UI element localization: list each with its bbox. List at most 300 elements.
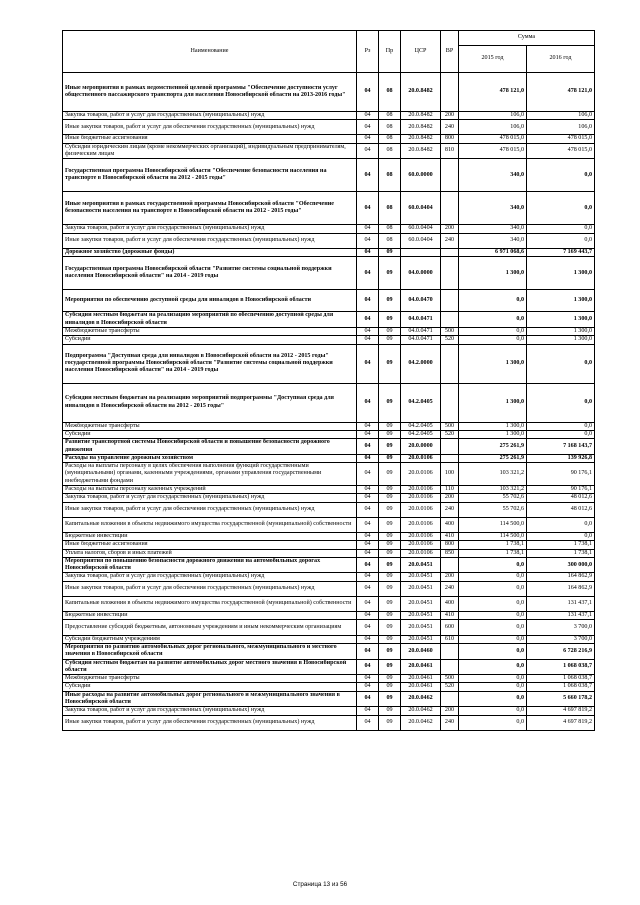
- table-row: [63, 290, 595, 312]
- row-rz: 04: [357, 312, 379, 328]
- row-sum-2015: 0,0: [459, 675, 527, 683]
- row-rz: 04: [357, 486, 379, 494]
- row-vr: [441, 439, 459, 455]
- row-pr: 09: [379, 635, 401, 643]
- row-pr: 09: [379, 312, 401, 328]
- row-csr: 20.0.0106: [401, 454, 441, 462]
- row-sum-2016: 1 068 038,7: [527, 659, 595, 675]
- row-sum-2016: 90 176,1: [527, 463, 595, 486]
- row-sum-2016: 478 121,0: [527, 73, 595, 112]
- row-csr: 20.0.0462: [401, 707, 441, 715]
- row-vr: [441, 454, 459, 462]
- row-sum-2016: 3 700,0: [527, 620, 595, 635]
- row-sum-2016: 4 697 819,2: [527, 715, 595, 730]
- row-csr: 20.0.0106: [401, 502, 441, 517]
- table-row: [63, 248, 595, 256]
- row-sum-2016: 300 000,0: [527, 557, 595, 573]
- row-vr: 810: [441, 143, 459, 159]
- row-pr: 09: [379, 612, 401, 620]
- row-rz: 04: [357, 643, 379, 659]
- row-sum-2015: 340,0: [459, 192, 527, 225]
- row-sum-2016: 1 300,0: [527, 328, 595, 336]
- row-vr: 240: [441, 581, 459, 596]
- row-sum-2015: 275 261,9: [459, 439, 527, 455]
- table-row: [63, 383, 595, 422]
- row-pr: 09: [379, 683, 401, 691]
- row-name: Субсидии местным бюджетам на реализацию мероприятий подпрограммы "Доступная среда для инвалидов в Новосибирской области на 2012 - 2015 годы": [63, 383, 357, 422]
- row-sum-2016: 1 300,0: [527, 257, 595, 290]
- row-rz: 04: [357, 675, 379, 683]
- row-sum-2015: 478 015,0: [459, 143, 527, 159]
- row-csr: 20.0.0462: [401, 691, 441, 707]
- row-vr: 200: [441, 573, 459, 581]
- row-pr: 09: [379, 502, 401, 517]
- row-sum-2015: 478 015,0: [459, 135, 527, 143]
- table-row: [63, 135, 595, 143]
- row-sum-2015: 0,0: [459, 312, 527, 328]
- row-name: Дорожное хозяйство (дорожные фонды): [63, 248, 357, 256]
- row-name: Иные закупки товаров, работ и услуг для обеспечения государственных (муниципальных) нужд: [63, 715, 357, 730]
- row-sum-2016: 164 862,9: [527, 581, 595, 596]
- row-sum-2016: 1 300,0: [527, 336, 595, 344]
- row-name: Предоставление субсидий бюджетным, автономным учреждениям и иным некоммерческим организациям: [63, 620, 357, 635]
- table-row: [63, 73, 595, 112]
- row-vr: 200: [441, 112, 459, 120]
- row-name: Иные закупки товаров, работ и услуг для обеспечения государственных (муниципальных) нужд: [63, 120, 357, 135]
- row-csr: 04.0.0471: [401, 312, 441, 328]
- row-rz: 04: [357, 225, 379, 233]
- row-pr: 08: [379, 225, 401, 233]
- row-rz: 04: [357, 715, 379, 730]
- row-name: Иные закупки товаров, работ и услуг для обеспечения государственных (муниципальных) нужд: [63, 581, 357, 596]
- row-sum-2015: 0,0: [459, 581, 527, 596]
- row-rz: 04: [357, 336, 379, 344]
- row-name: Иные бюджетные ассигнования: [63, 135, 357, 143]
- table-row: [63, 312, 595, 328]
- row-vr: 520: [441, 683, 459, 691]
- row-sum-2015: 0,0: [459, 557, 527, 573]
- row-name: Государственная программа Новосибирской области "Развитие системы социальной поддержки населения Новосибирской области" на 2014 - 2019 годы: [63, 257, 357, 290]
- row-csr: 20.0.0461: [401, 659, 441, 675]
- table-row: [63, 532, 595, 540]
- row-csr: 20.0.0451: [401, 635, 441, 643]
- row-csr: 20.0.0451: [401, 581, 441, 596]
- row-csr: 20.0.0451: [401, 573, 441, 581]
- row-name: Межбюджетные трансферты: [63, 422, 357, 430]
- row-name: Бюджетные инвестиции: [63, 532, 357, 540]
- header-pr: Пр: [379, 31, 401, 73]
- row-rz: 04: [357, 439, 379, 455]
- row-rz: 04: [357, 430, 379, 438]
- row-sum-2015: 0,0: [459, 691, 527, 707]
- row-name: Подпрограмма "Доступная среда для инвалидов в Новосибирской области на 2012 - 2015 годы" государственной программы Новосибирской области "Развитие системы социальной поддержки населения Новосибирской области" на 2014 - 2019 годы: [63, 344, 357, 383]
- row-name: Субсидии местным бюджетам на реализацию мероприятий по обеспечению доступной среды для инвалидов в Новосибирской области: [63, 312, 357, 328]
- table-row: [63, 549, 595, 557]
- row-vr: 520: [441, 430, 459, 438]
- row-sum-2016: 48 012,6: [527, 502, 595, 517]
- row-rz: 04: [357, 257, 379, 290]
- row-name: Государственная программа Новосибирской области "Обеспечение безопасности населения на транспорте в Новосибирской области на 2012 - 2015 годы": [63, 159, 357, 192]
- row-pr: 09: [379, 494, 401, 502]
- row-sum-2015: 55 702,6: [459, 494, 527, 502]
- row-vr: [441, 312, 459, 328]
- row-csr: 20.0.0451: [401, 620, 441, 635]
- table-row: [63, 715, 595, 730]
- table-row: [63, 596, 595, 611]
- row-name: Мероприятия по обеспечению доступной среды для инвалидов в Новосибирской области: [63, 290, 357, 312]
- table-row: [63, 143, 595, 159]
- row-pr: 09: [379, 463, 401, 486]
- row-csr: 20.0.0106: [401, 549, 441, 557]
- row-name: Закупка товаров, работ и услуг для государственных (муниципальных) нужд: [63, 112, 357, 120]
- row-csr: 04.2.0000: [401, 344, 441, 383]
- row-sum-2015: 103 321,2: [459, 463, 527, 486]
- row-rz: 04: [357, 620, 379, 635]
- row-pr: 08: [379, 135, 401, 143]
- row-rz: 04: [357, 135, 379, 143]
- row-sum-2015: 0,0: [459, 715, 527, 730]
- row-pr: 09: [379, 675, 401, 683]
- row-sum-2015: 0,0: [459, 683, 527, 691]
- row-csr: 04.0.0000: [401, 257, 441, 290]
- row-rz: 04: [357, 573, 379, 581]
- row-pr: 08: [379, 73, 401, 112]
- budget-document: [62, 30, 594, 731]
- row-rz: 04: [357, 683, 379, 691]
- row-rz: 04: [357, 502, 379, 517]
- row-csr: 20.0.0451: [401, 612, 441, 620]
- row-vr: 110: [441, 486, 459, 494]
- table-row: [63, 635, 595, 643]
- row-sum-2015: 0,0: [459, 596, 527, 611]
- row-name: Иные мероприятия в рамках ведомственной целевой программы "Обеспечение доступности услуг общественного пассажирского транспорта для населения Новосибирской области на 2013-2016 годы": [63, 73, 357, 112]
- row-vr: 520: [441, 336, 459, 344]
- row-csr: 60.0.0404: [401, 233, 441, 248]
- row-sum-2016: 106,0: [527, 112, 595, 120]
- row-csr: 04.0.0471: [401, 336, 441, 344]
- table-row: [63, 328, 595, 336]
- row-vr: 410: [441, 532, 459, 540]
- table-row: [63, 683, 595, 691]
- row-vr: [441, 248, 459, 256]
- row-vr: [441, 73, 459, 112]
- row-sum-2015: 103 321,2: [459, 486, 527, 494]
- row-name: Иные расходы на развитие автомобильных дорог регионального и межмуниципального значения в Новосибирской области: [63, 691, 357, 707]
- row-sum-2016: 4 697 819,2: [527, 707, 595, 715]
- row-rz: 04: [357, 233, 379, 248]
- row-pr: 08: [379, 112, 401, 120]
- table-row: [63, 463, 595, 486]
- table-row: [63, 659, 595, 675]
- header-name: Наименование: [63, 31, 357, 73]
- row-sum-2015: 0,0: [459, 612, 527, 620]
- table-row: [63, 573, 595, 581]
- row-csr: 20.0.0460: [401, 643, 441, 659]
- row-sum-2016: 1 068 038,7: [527, 675, 595, 683]
- row-sum-2015: 0,0: [459, 290, 527, 312]
- row-sum-2015: 106,0: [459, 120, 527, 135]
- row-vr: [441, 557, 459, 573]
- row-sum-2015: 275 261,9: [459, 454, 527, 462]
- row-pr: 09: [379, 344, 401, 383]
- row-name: Иные закупки товаров, работ и услуг для обеспечения государственных (муниципальных) нужд: [63, 233, 357, 248]
- row-pr: 09: [379, 620, 401, 635]
- header-vr: ВР: [441, 31, 459, 73]
- row-pr: 09: [379, 454, 401, 462]
- row-vr: 410: [441, 612, 459, 620]
- row-pr: 09: [379, 336, 401, 344]
- table-row: [63, 112, 595, 120]
- row-pr: 09: [379, 439, 401, 455]
- row-vr: 200: [441, 494, 459, 502]
- row-name: Закупка товаров, работ и услуг для государственных (муниципальных) нужд: [63, 573, 357, 581]
- row-name: Закупка товаров, работ и услуг для государственных (муниципальных) нужд: [63, 494, 357, 502]
- row-sum-2016: 90 176,1: [527, 486, 595, 494]
- row-sum-2016: 7 168 143,7: [527, 439, 595, 455]
- header-sum: Сумма: [459, 31, 595, 46]
- table-row: [63, 517, 595, 532]
- table-row: [63, 344, 595, 383]
- row-name: Расходы на выплаты персоналу казенных учреждений: [63, 486, 357, 494]
- row-sum-2016: 131 437,1: [527, 596, 595, 611]
- row-pr: 09: [379, 290, 401, 312]
- row-pr: 09: [379, 549, 401, 557]
- row-vr: 500: [441, 328, 459, 336]
- row-name: Мероприятия по развитию автомобильных дорог регионального, межмуниципального и местного значения в Новосибирской области: [63, 643, 357, 659]
- row-sum-2016: 0,0: [527, 344, 595, 383]
- table-row: [63, 454, 595, 462]
- row-pr: 09: [379, 517, 401, 532]
- row-sum-2015: 1 300,0: [459, 430, 527, 438]
- row-rz: 04: [357, 557, 379, 573]
- row-vr: 800: [441, 541, 459, 549]
- row-pr: 09: [379, 430, 401, 438]
- row-pr: 09: [379, 328, 401, 336]
- row-csr: 20.0.0000: [401, 439, 441, 455]
- row-rz: 04: [357, 532, 379, 540]
- row-sum-2015: 340,0: [459, 233, 527, 248]
- table-row: [63, 439, 595, 455]
- row-rz: 04: [357, 344, 379, 383]
- row-sum-2016: 0,0: [527, 517, 595, 532]
- row-csr: 20.0.8482: [401, 73, 441, 112]
- row-csr: 20.0.0106: [401, 517, 441, 532]
- row-rz: 04: [357, 112, 379, 120]
- row-name: Субсидии юридическим лицам (кроме некоммерческих организаций), индивидуальным предпринимателям, физическим лицам: [63, 143, 357, 159]
- row-sum-2016: 139 926,8: [527, 454, 595, 462]
- row-vr: [441, 290, 459, 312]
- row-csr: 60.0.0404: [401, 225, 441, 233]
- row-csr: 04.0.0471: [401, 328, 441, 336]
- header-csr: ЦСР: [401, 31, 441, 73]
- table-row: [63, 486, 595, 494]
- row-sum-2015: 1 300,0: [459, 422, 527, 430]
- row-sum-2015: 55 702,6: [459, 502, 527, 517]
- row-name: Субсидии: [63, 683, 357, 691]
- row-vr: 500: [441, 422, 459, 430]
- row-sum-2016: 1 738,1: [527, 549, 595, 557]
- row-name: Мероприятия по повышению безопасности дорожного движения на автомобильных дорогах Новосибирской области: [63, 557, 357, 573]
- row-name: Иные мероприятия в рамках государственной программы Новосибирской области "Обеспечение безопасности населения на транспорте в Новосибирской области на 2012 - 2015 годы": [63, 192, 357, 225]
- row-pr: 09: [379, 643, 401, 659]
- row-csr: 20.0.0106: [401, 532, 441, 540]
- row-pr: 09: [379, 581, 401, 596]
- row-pr: 09: [379, 248, 401, 256]
- row-sum-2015: 114 500,0: [459, 532, 527, 540]
- row-sum-2015: 340,0: [459, 225, 527, 233]
- row-sum-2015: 0,0: [459, 328, 527, 336]
- row-vr: [441, 659, 459, 675]
- row-csr: 20.0.0106: [401, 486, 441, 494]
- row-csr: 60.0.0404: [401, 192, 441, 225]
- row-csr: 20.0.0106: [401, 541, 441, 549]
- row-sum-2016: 3 700,0: [527, 635, 595, 643]
- row-vr: [441, 257, 459, 290]
- row-rz: 04: [357, 120, 379, 135]
- row-sum-2016: 0,0: [527, 225, 595, 233]
- table-row: [63, 225, 595, 233]
- row-name: Расходы на выплаты персоналу в целях обеспечения выполнения функций государственными (муниципальными) органами, казенными учреждениями, органами управления государственными внебюджетными фондами: [63, 463, 357, 486]
- row-sum-2016: 0,0: [527, 422, 595, 430]
- row-name: Иные бюджетные ассигнования: [63, 541, 357, 549]
- row-pr: 09: [379, 715, 401, 730]
- row-csr: 20.0.0106: [401, 494, 441, 502]
- row-csr: 20.0.8482: [401, 120, 441, 135]
- row-sum-2015: 0,0: [459, 336, 527, 344]
- row-sum-2015: 0,0: [459, 643, 527, 659]
- table-row: [63, 675, 595, 683]
- row-vr: [441, 192, 459, 225]
- row-pr: 09: [379, 707, 401, 715]
- row-csr: 20.0.0106: [401, 463, 441, 486]
- table-row: [63, 120, 595, 135]
- row-sum-2016: 1 300,0: [527, 312, 595, 328]
- row-csr: 20.0.0451: [401, 596, 441, 611]
- row-pr: 09: [379, 573, 401, 581]
- row-sum-2016: 0,0: [527, 192, 595, 225]
- row-rz: 04: [357, 73, 379, 112]
- row-pr: 08: [379, 120, 401, 135]
- row-rz: 04: [357, 659, 379, 675]
- row-vr: [441, 643, 459, 659]
- row-vr: 240: [441, 120, 459, 135]
- row-pr: 09: [379, 532, 401, 540]
- row-name: Межбюджетные трансферты: [63, 675, 357, 683]
- row-rz: 04: [357, 143, 379, 159]
- row-csr: 20.0.8482: [401, 112, 441, 120]
- row-pr: 08: [379, 192, 401, 225]
- budget-table: [62, 30, 595, 731]
- row-name: Закупка товаров, работ и услуг для государственных (муниципальных) нужд: [63, 707, 357, 715]
- row-pr: 09: [379, 541, 401, 549]
- row-csr: 04.2.0405: [401, 422, 441, 430]
- row-vr: 800: [441, 135, 459, 143]
- row-sum-2016: 5 660 178,2: [527, 691, 595, 707]
- table-row: [63, 643, 595, 659]
- row-rz: 04: [357, 383, 379, 422]
- row-name: Капитальные вложения в объекты недвижимого имущества государственной (муниципальной) собственности: [63, 596, 357, 611]
- row-sum-2016: 0,0: [527, 532, 595, 540]
- row-vr: [441, 159, 459, 192]
- row-csr: 04.0.0470: [401, 290, 441, 312]
- row-rz: 04: [357, 581, 379, 596]
- row-sum-2015: 1 738,1: [459, 541, 527, 549]
- row-sum-2016: 48 012,6: [527, 494, 595, 502]
- row-sum-2016: 0,0: [527, 383, 595, 422]
- row-csr: 20.0.0462: [401, 715, 441, 730]
- row-pr: 08: [379, 233, 401, 248]
- table-row: [63, 620, 595, 635]
- row-vr: 240: [441, 233, 459, 248]
- row-pr: 09: [379, 383, 401, 422]
- row-csr: 04.2.0405: [401, 383, 441, 422]
- row-pr: 09: [379, 557, 401, 573]
- row-rz: 04: [357, 454, 379, 462]
- header-year-2015: 2015 год: [459, 46, 527, 73]
- row-pr: 09: [379, 257, 401, 290]
- row-name: Уплата налогов, сборов и иных платежей: [63, 549, 357, 557]
- table-row: [63, 192, 595, 225]
- row-rz: 04: [357, 691, 379, 707]
- row-name: Субсидии: [63, 336, 357, 344]
- table-row: [63, 257, 595, 290]
- row-sum-2016: 1 068 038,7: [527, 683, 595, 691]
- row-sum-2015: 114 500,0: [459, 517, 527, 532]
- row-rz: 04: [357, 517, 379, 532]
- row-name: Капитальные вложения в объекты недвижимого имущества государственной (муниципальной) собственности: [63, 517, 357, 532]
- row-csr: 04.2.0405: [401, 430, 441, 438]
- table-row: [63, 557, 595, 573]
- table-row: [63, 612, 595, 620]
- row-name: Субсидии: [63, 430, 357, 438]
- row-sum-2016: 1 300,0: [527, 290, 595, 312]
- row-sum-2015: 1 300,0: [459, 383, 527, 422]
- row-sum-2016: 0,0: [527, 159, 595, 192]
- row-pr: 09: [379, 691, 401, 707]
- row-rz: 04: [357, 707, 379, 715]
- table-row: [63, 541, 595, 549]
- row-vr: 200: [441, 225, 459, 233]
- row-sum-2016: 0,0: [527, 233, 595, 248]
- row-vr: 240: [441, 715, 459, 730]
- row-name: Закупка товаров, работ и услуг для государственных (муниципальных) нужд: [63, 225, 357, 233]
- row-sum-2015: 478 121,0: [459, 73, 527, 112]
- row-sum-2015: 1 300,0: [459, 257, 527, 290]
- table-row: [63, 336, 595, 344]
- row-csr: [401, 248, 441, 256]
- row-csr: 20.0.8482: [401, 143, 441, 159]
- row-sum-2016: 7 169 443,7: [527, 248, 595, 256]
- row-pr: 09: [379, 422, 401, 430]
- row-sum-2015: 1 738,1: [459, 549, 527, 557]
- row-pr: 08: [379, 159, 401, 192]
- row-sum-2015: 106,0: [459, 112, 527, 120]
- row-rz: 04: [357, 248, 379, 256]
- table-row: [63, 422, 595, 430]
- row-sum-2016: 478 015,0: [527, 135, 595, 143]
- row-name: Расходы на управление дорожным хозяйством: [63, 454, 357, 462]
- row-sum-2015: 1 300,0: [459, 344, 527, 383]
- row-vr: 200: [441, 707, 459, 715]
- row-name: Бюджетные инвестиции: [63, 612, 357, 620]
- row-pr: 09: [379, 659, 401, 675]
- row-rz: 04: [357, 422, 379, 430]
- row-name: Иные закупки товаров, работ и услуг для обеспечения государственных (муниципальных) нужд: [63, 502, 357, 517]
- row-rz: 04: [357, 192, 379, 225]
- table-row: [63, 430, 595, 438]
- row-rz: 04: [357, 290, 379, 312]
- row-csr: 60.0.0000: [401, 159, 441, 192]
